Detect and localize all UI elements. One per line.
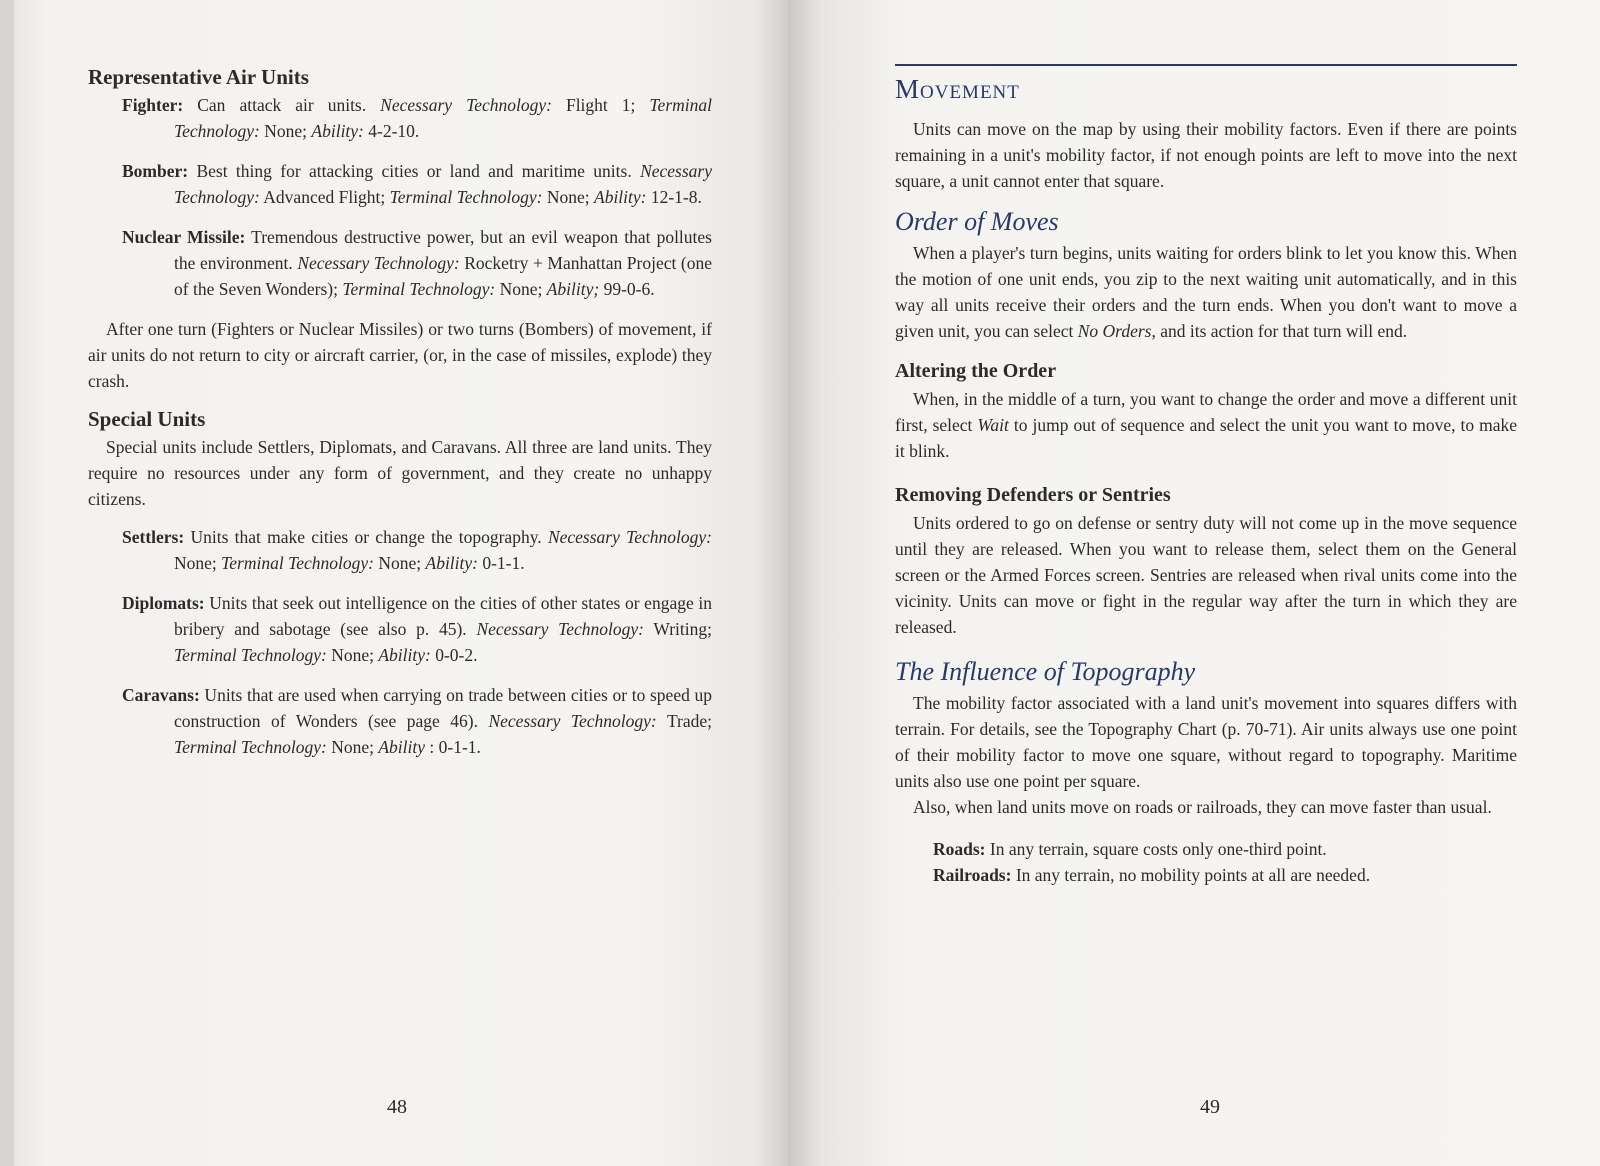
nuclear-terminal-value: None; [495,279,547,299]
settlers-ability-label: Ability: [425,553,478,573]
diplomats-terminal-label: Terminal Technology: [174,645,327,665]
nuclear-terminal-label: Terminal Technology: [342,279,496,299]
fighter-necessary-value: Flight 1; [551,95,650,115]
diplomats-necessary-label: Necessary Technology: [476,619,644,639]
caravans-entry [122,682,712,760]
removing-defenders-paragraph: Units ordered to go on defense or sentry duty will not come up in the move sequence until they are released. When you want to release them, select them on the General screen or the Armed Forces screen. Sentries are released when rival units come into the vicinity. Units can move or fight in the regular way after the turn in which they are released. [895,513,1517,637]
fighter-terminal-label: Terminal Technology: [174,95,712,141]
diplomats-ability-label: Ability: [378,645,431,665]
nuclear-term: Nuclear Missile: [122,227,246,247]
railroads-term: Railroads: [933,865,1012,885]
bomber-terminal-value: None; [542,187,594,207]
order-of-moves-title: Order of Moves [895,207,1059,236]
altering-text-1: When, in the middle of a turn, you want to change the order and move a different unit first, select [895,389,1517,435]
fighter-entry [122,92,712,144]
caravans-necessary-label: Necessary Technology: [488,711,657,731]
settlers-entry [122,524,712,576]
diplomats-ability-value: 0-0-2. [430,645,478,665]
order-of-moves-paragraph [895,240,1517,344]
settlers-terminal-label: Terminal Technology: [221,553,374,573]
altering-text-2: to jump out of sequence and select the unit you want to move, to make it blink. [895,415,1517,461]
bomber-necessary-label: Necessary Technology: [174,161,712,207]
caravans-ability-value: : 0-1-1. [425,737,481,757]
bomber-ability-label: Ability: [594,187,647,207]
bomber-entry [122,158,712,210]
fighter-ability-value: 4-2-10. [363,121,420,141]
removing-defenders-heading: Removing Defenders or Sentries [895,484,1171,506]
bomber-necessary-value: Advanced Flight; [259,187,390,207]
diplomats-term: Diplomats: [122,593,205,613]
railroads-text: In any terrain, no mobility points at all are needed. [1011,865,1371,885]
left-page-content [88,64,712,774]
roads-entry [933,836,1517,862]
page-number-left: 48 [387,1096,407,1118]
chapter-rule [895,64,1517,66]
altering-order-paragraph [895,386,1517,464]
special-units-paragraph: Special units include Settlers, Diplomats, and Caravans. All three are land units. They require no resources under any form of government, and they create no unhappy citizens. [88,437,712,509]
air-crash-paragraph: After one turn (Fighters or Nuclear Missiles) or two turns (Bombers) of movement, if air units do not return to city or aircraft carrier, (or, in the case of missiles, explode) they crash. [88,319,712,391]
nuclear-ability-label: Ability; [546,279,600,299]
no-orders-term: No Orders [1077,321,1152,341]
settlers-necessary-label: Necessary Technology: [547,527,712,547]
fighter-necessary-label: Necessary Technology: [380,95,552,115]
page-edge [0,0,14,1166]
diplomats-terminal-value: None; [326,645,379,665]
caravans-terminal-value: None; [326,737,379,757]
caravans-text: Units that are used when carrying on trade between cities or to speed up construction of Wonders (see page 46). [174,685,712,731]
fighter-term: Fighter: [122,95,184,115]
topography-paragraph: The mobility factor associated with a land unit's movement into squares differs with terrain. For details, see the Topography Chart (p. 70-71). Air units always use one point of their mobility factor to move one square, without regard to topography. Maritime units also use one point per square. [895,693,1517,791]
caravans-necessary-value: Trade; [656,711,713,731]
settlers-text: Units that make cities or change the topography. [184,527,548,547]
right-page-content [895,64,1517,888]
nuclear-ability-value: 99-0-6. [599,279,655,299]
diplomats-text: Units that seek out intelligence on the cities of other states or engage in bribery and sabotage (see also p. 45). [174,593,712,639]
railroads-entry [933,862,1517,888]
special-units-heading: Special Units [88,407,206,431]
order-text-1: When a player's turn begins, units waiting for orders blink to let you know this. When the motion of one unit ends, you zip to the next waiting unit automatically, and in this way all units receive their orders and the turn ends. When you don't want to move a given unit, you can select [895,243,1517,341]
nuclear-text: Tremendous destructive power, but an evil weapon that pollutes the environment. [174,227,712,273]
left-page [0,0,788,1166]
chapter-title: Movement [895,74,1020,104]
settlers-ability-value: 0-1-1. [477,553,525,573]
fighter-text: Can attack air units. [183,95,381,115]
page-number-right: 49 [1200,1096,1220,1118]
nuclear-necessary-label: Necessary Technology: [297,253,460,273]
nuclear-necessary-value: Rocketry + Manhattan Project (one of the Seven Wonders); [174,253,712,299]
settlers-term: Settlers: [122,527,185,547]
roads-term: Roads: [933,839,986,859]
diplomats-entry [122,590,712,668]
wait-term: Wait [977,415,1009,435]
roads-text: In any terrain, square costs only one-third point. [985,839,1327,859]
bomber-term: Bomber: [122,161,189,181]
diplomats-necessary-value: Writing; [643,619,713,639]
nuclear-missile-entry [122,224,712,302]
movement-intro-paragraph: Units can move on the map by using their mobility factors. Even if there are points remaining in a unit's mobility factor, if not enough points are left to move into the next square, a unit cannot enter that square. [895,119,1517,191]
caravans-terminal-label: Terminal Technology: [174,737,327,757]
bomber-terminal-label: Terminal Technology: [389,187,543,207]
bomber-ability-value: 12-1-8. [646,187,702,207]
caravans-term: Caravans: [122,685,200,705]
altering-order-heading: Altering the Order [895,360,1057,382]
settlers-terminal-value: None; [373,553,426,573]
fighter-terminal-value: None; [259,121,312,141]
air-units-heading: Representative Air Units [88,65,309,89]
topography-title: The Influence of Topography [895,657,1196,686]
settlers-necessary-value: None; [174,553,222,573]
caravans-ability-label: Ability [378,737,425,757]
roads-intro-paragraph: Also, when land units move on roads or railroads, they can move faster than usual. [913,797,1492,817]
order-text-2: , and its action for that turn will end. [1151,321,1408,341]
bomber-text: Best thing for attacking cities or land and maritime units. [188,161,641,181]
fighter-ability-label: Ability: [311,121,364,141]
